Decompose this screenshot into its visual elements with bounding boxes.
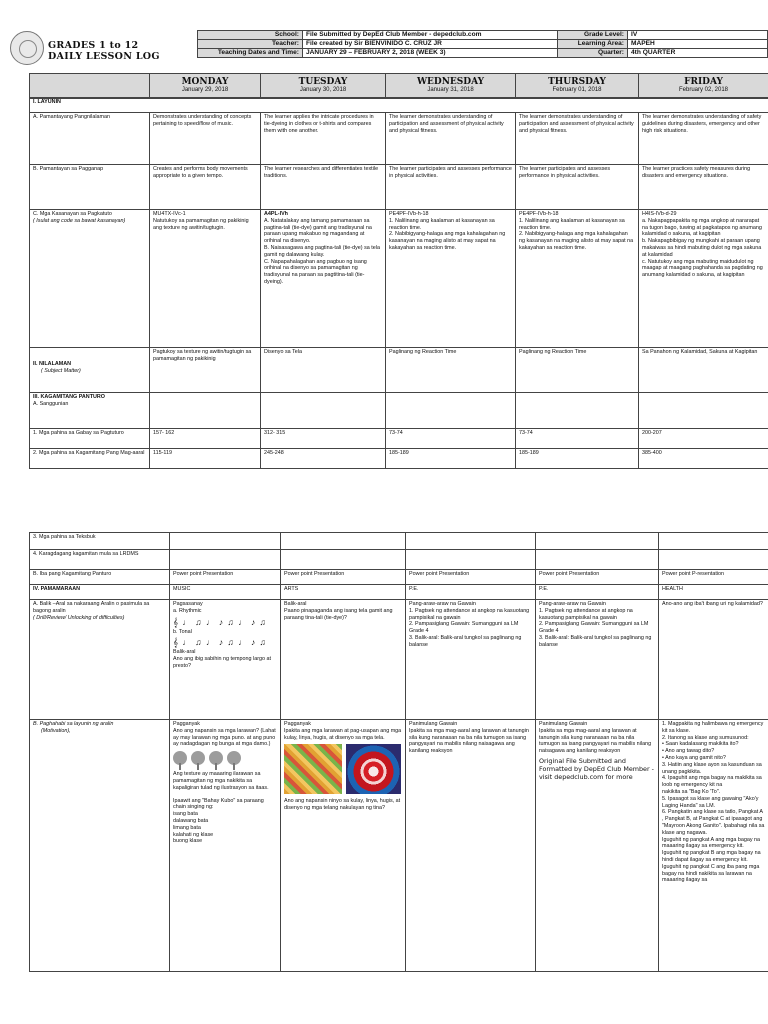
lesson-grid-part-2	[29, 532, 768, 972]
cell-wednesday: Power point Presentation	[406, 570, 536, 585]
code: MU4TX-IVc-1	[153, 211, 186, 217]
objective: 1. Nalilinang ang kaalaman at kasanayan sa reaction time.	[389, 217, 495, 231]
cell-tuesday	[261, 393, 386, 429]
day-date: January 30, 2018	[299, 87, 347, 93]
day-friday	[639, 74, 768, 99]
cell-monday: Power point Presentation	[170, 570, 281, 585]
objective: b. Nakapagbibigay ng mungkahi at paraan upang makaiwas sa hindi mabuting dulot ng mga sakuna at kalamidad	[642, 238, 762, 258]
brand-line-2: DAILY LESSON LOG	[48, 51, 160, 62]
sanggunian-label: A. Sanggunian	[33, 400, 69, 407]
day-monday	[150, 74, 261, 99]
activity: 3. Balik-aral: Balik-aral tungkol sa paglinang ng balanse	[539, 634, 652, 648]
cell-tuesday	[281, 600, 406, 720]
cell-tuesday: 245-248	[261, 449, 386, 469]
cell-friday: The learner practices safety measures during disasters and emergency situations.	[639, 165, 768, 210]
activity: 3. Balik-aral: Balik-aral tungkol sa paglinang ng balanse	[409, 634, 522, 648]
row-label: IV. PAMAMARAAN	[30, 585, 170, 600]
activity: 3. Hatiin ang klase ayon sa kasunduan sa unang pagkikita.	[662, 761, 762, 775]
tree-icon	[227, 751, 241, 765]
cell-tuesday	[281, 550, 406, 570]
list-item: • Ano ang tawag dito?	[662, 748, 715, 755]
cell-thursday: Power point Presentation	[536, 570, 659, 585]
day-wednesday	[386, 74, 516, 99]
cell-tuesday	[281, 720, 406, 972]
cell-thursday: 185-189	[516, 449, 639, 469]
activity: 5. Ipasagot sa klase ang gawaing "Ako'y Laging Handa" sa LM.	[662, 795, 759, 809]
cell-monday	[170, 720, 281, 972]
row-label	[30, 393, 150, 429]
cell-thursday	[516, 393, 639, 429]
activity: Panimulang Gawain	[409, 721, 458, 727]
list-item: • Ano kaya ang gamit nito?	[662, 754, 726, 761]
activity: Iguguhit ng pangkat C ang iba pang mga bagay na hindi nakikita sa larawan na maaaring ilagay sa	[662, 863, 760, 884]
day-date: January 31, 2018	[427, 87, 474, 93]
day-date: February 02, 2018	[678, 87, 729, 93]
activity: Pagganyak	[284, 721, 311, 727]
cell-wednesday	[386, 393, 516, 429]
row-label: 1. Mga pahina sa Gabay sa Pagtuturo	[30, 429, 150, 449]
area-value: MAPEH	[628, 40, 768, 49]
cell-tuesday: ARTS	[281, 585, 406, 600]
cell-wednesday: P.E.	[406, 585, 536, 600]
objective: B. Naisasagawa ang pagtina-tali (tie-dye) sa tela gamit ng dalawang kulay.	[264, 244, 380, 258]
objective: 2. Nabibigyang-halaga ang mga kahalagahan ng kasanayan na maging alisto at may sapat na kakayahan sa reaction time.	[389, 231, 506, 251]
quarter-label: Quarter:	[558, 49, 628, 58]
code: A4PL-IVh	[264, 211, 288, 217]
cell-friday	[639, 210, 768, 348]
cell-wednesday	[406, 600, 536, 720]
cell-tuesday: The learner applies the intricate procedures in tie-dyeing in clothes or t-shirts and compares them with one another.	[261, 113, 386, 165]
activity: 2. Pampasiglang Gawain: Sumangguni sa LM Grade 4	[409, 621, 519, 635]
cell-monday: Demonstrates understanding of concepts pertaining to speed/flow of music.	[150, 113, 261, 165]
cell-friday	[659, 550, 768, 570]
row-label: 3. Mga pahina sa Teksbuk	[30, 533, 170, 550]
list-item: dalawang bata	[173, 817, 209, 824]
area-label: Learning Area:	[558, 40, 628, 49]
depedclub-notice: Original File Submitted and Formatted by DepEd Club Member - visit depedclub.com for more	[539, 756, 654, 781]
activity: Ipakita sa mga mag-aaral ang larawan at tanungin sila kung naranasan na ba nila tumugon sa isang pangyayari na mabilis nilang naisagawa ang kanilang reaksyon	[409, 727, 529, 755]
layunin-label: I. LAYUNIN	[33, 99, 61, 105]
tree-illustrations	[173, 751, 277, 765]
objective: c. Natutukoy ang mga mabuting maidudulot ng maagap at maagang paghahanda sa pagdating ng anumang kalamidad o sakuna, at kagipitan	[642, 258, 763, 279]
school-label: School:	[198, 31, 303, 40]
paghahabi-note: (Motivation),	[41, 727, 71, 734]
cell-wednesday: 73-74	[386, 429, 516, 449]
day-tuesday	[261, 74, 386, 99]
row-label: A. Pamantayang Pangnilalaman	[30, 113, 150, 165]
fabric-images	[284, 744, 402, 794]
cell-friday: The learner demonstrates understanding of safety guidelines during disasters, emergency and other high risk situations.	[639, 113, 768, 165]
cell-friday: Power point P-resentation	[659, 570, 768, 585]
days-header	[29, 73, 768, 99]
music-notation-icon: 𝄞 ♩ ♫ ♩ ♪ ♫ ♩ ♪ ♫	[173, 616, 268, 627]
row-label: 4. Karagdagang kagamitan mula sa LRDMS	[30, 550, 170, 570]
cell-monday	[170, 600, 281, 720]
tree-icon	[209, 751, 223, 765]
activity: Balik-aral	[284, 601, 307, 607]
nilalaman-label: II. NILALAMAN	[33, 361, 72, 367]
cell-monday: Pagtukoy sa texture ng awitin/tugtugin sa pamamagitan ng pakikinig	[150, 348, 261, 393]
activity: Ano ang napansin sa mga larawan? (Lahat ay may larawan ng mga puno. at ang puno ay nadagdagan ng bunga at mga damo.)	[173, 727, 276, 748]
cell-monday	[170, 533, 281, 550]
cell-wednesday	[406, 720, 536, 972]
school-value: File Submitted by DepEd Club Member - depedclub.com	[303, 31, 558, 40]
cell-wednesday	[406, 533, 536, 550]
cell-friday: 385-400	[639, 449, 768, 469]
grade-value: IV	[628, 31, 768, 40]
cell-thursday	[536, 600, 659, 720]
activity: 6. Pangkatin ang klase sa tatlo, Pangkat A , Pangkat B, at Pangkat C at ipasagot ang "Mayroon Akong Ganito". Ipabahagi nila sa klase ang nagawa.	[662, 809, 765, 836]
cell-wednesday: The learner participates and assesses performance in physical activities.	[386, 165, 516, 210]
nilalaman-note: ( Subject Matter)	[41, 367, 81, 374]
list-item: isang bata	[173, 811, 198, 818]
activity: 1. Magpakita ng halimbawa ng emergency kit sa klase.	[662, 721, 764, 734]
balik-aral-label: A. Balik –Aral sa nakaraang Aralin o pasimula sa bagong aralin	[33, 601, 150, 614]
row-label	[30, 348, 150, 393]
activity: Ipakita sa mga mag-aaral ang larawan at tanungin sila kung naranasan na ba nila tumugon sa isang pangyayari na mabilis nilang naisagawa ang kanilang reaksyon	[539, 727, 652, 755]
list-item: buong klase	[173, 838, 203, 845]
activity: Paano pinapaganda ang isang tela gamit ang paraang tina-tali (tie-dye)?	[284, 607, 393, 621]
objective: a. Nakapagpapakita ng mga angkop at nararapat na tugon bago, tuwing at pagkatapos ng anumang kalamidad o sakuna, at kagipitan	[642, 217, 762, 238]
day-thursday	[516, 74, 639, 99]
objective: 1. Nalilinang ang kaalaman at kasanayan sa reaction time.	[519, 217, 625, 231]
activity: 4. Ipaguhit ang mga bagay na makikita sa loob ng emergency kit na	[662, 775, 762, 789]
objective: Natutukoy sa pamamagitan ng pakikinig ang texture ng awitin/tugtugin.	[153, 217, 249, 231]
days-header-blank	[30, 74, 150, 99]
tie-dye-fabric-image	[346, 744, 401, 794]
activity: Ipaawit ang "Bahay Kubo" sa paraang chain singing ng:	[173, 797, 264, 811]
activity: 1. Pagtsek ng attendance at angkop na kasuotang pampisikal na gawain	[539, 607, 633, 621]
cell-tuesday: Power point Presentation	[281, 570, 406, 585]
row-layunin	[30, 98, 768, 113]
activity: b. Tonal	[173, 628, 192, 635]
header-info-table	[197, 30, 768, 58]
day-date: January 29, 2018	[181, 87, 229, 93]
row-label: B. Pamantayan sa Pagganap	[30, 165, 150, 210]
cell-friday: Sa Panahon ng Kalamidad, Sakuna at Kagipitan	[639, 348, 768, 393]
cell-monday: MUSIC	[170, 585, 281, 600]
code: H4IS-IVb-d-29	[642, 211, 677, 217]
cell-tuesday	[261, 210, 386, 348]
activity: Pagganyak	[173, 721, 200, 727]
objective: 2. Nabibigyang-halaga ang mga kahalagahan ng kasanayan na maging alisto at may sapat na kakayahan sa reaction time.	[519, 231, 634, 251]
cell-wednesday: Paglinang ng Reaction Time	[386, 348, 516, 393]
cell-friday: HEALTH	[659, 585, 768, 600]
teacher-label: Teacher:	[198, 40, 303, 49]
list-item: limang bata	[173, 824, 201, 831]
cell-friday	[659, 720, 768, 972]
activity: Pang-araw-araw na Gawain	[539, 601, 606, 607]
cell-friday	[659, 600, 768, 720]
cell-monday: Creates and performs body movements appropriate to a given tempo.	[150, 165, 261, 210]
cell-thursday	[536, 720, 659, 972]
cell-monday	[150, 393, 261, 429]
activity: nakikita sa "Bag Ko 'To".	[662, 788, 721, 795]
cell-tuesday: 312- 315	[261, 429, 386, 449]
day-name: THURSDAY	[548, 77, 606, 87]
cell-thursday	[536, 550, 659, 570]
activity: a. Rhythmic	[173, 607, 202, 614]
tree-icon	[173, 751, 187, 765]
day-name: MONDAY	[181, 77, 229, 87]
tree-icon	[191, 751, 205, 765]
day-name: FRIDAY	[684, 77, 723, 87]
brand-title	[48, 40, 160, 62]
deped-seal-logo	[10, 31, 44, 65]
quarter-value: 4th QUARTER	[628, 49, 768, 58]
list-item: kalahati ng klase	[173, 831, 214, 838]
paghahabi-label: B. Paghahabi sa layunin ng aralin	[33, 721, 114, 727]
row-label	[30, 600, 170, 720]
cell-tuesday: Disenyo sa Tela	[261, 348, 386, 393]
kagamitan-label: III. KAGAMITANG PANTURO	[33, 394, 105, 400]
cell-monday	[150, 210, 261, 348]
cell-monday: 157- 162	[150, 429, 261, 449]
activity: Iguguhit ng pangkat B ang mga bagay na hindi dapat ilagay sa emergency kit.	[662, 850, 761, 863]
activity: Pagsasanay	[173, 601, 203, 607]
grade-label: Grade Level:	[558, 31, 628, 40]
music-notation-icon: 𝄞 ♩ ♫ ♩ ♪ ♫ ♩ ♪ ♫	[173, 637, 268, 648]
kasanayan-label: C. Mga Kasanayan sa Pagkatuto	[33, 211, 112, 217]
row-label: B. Iba pang Kagamitang Panturo	[30, 570, 170, 585]
activity: Panimulang Gawain	[539, 721, 588, 727]
cell-thursday: Paglinang ng Reaction Time	[516, 348, 639, 393]
cell-wednesday: 185-189	[386, 449, 516, 469]
cell-friday	[659, 533, 768, 550]
cell-wednesday	[386, 210, 516, 348]
activity: 1. Pagtsek ng attendance at angkop na kasuotang pampisikal na gawain	[409, 607, 530, 621]
activity: Ano-ano ang iba't ibang uri ng kalamidad?	[662, 601, 763, 607]
cell-friday: 200-207	[639, 429, 768, 449]
cell-friday	[639, 393, 768, 429]
balik-aral-note: ( Drill/Review/ Unlocking of difficulties)	[33, 614, 125, 621]
activity: Ano ang ibig sabihin ng tempong largo at presto?	[173, 656, 272, 669]
brand-line-1: GRADES 1 to 12	[48, 40, 139, 51]
lesson-grid-part-1	[29, 97, 768, 469]
teacher-value: File created by Sir BIENVINIDO C. CRUZ JR	[303, 40, 558, 49]
cell-thursday: P.E.	[536, 585, 659, 600]
tie-dye-fabric-image	[284, 744, 342, 794]
cell-thursday: The learner participates and assesses performance in physical activities.	[516, 165, 639, 210]
cell-wednesday	[406, 550, 536, 570]
objective: C. Napapahalagahan ang pagbuo ng isang orihinal na disenyo sa pamamagitan ng tradisyunal na paraan sa pagtitina-tali (tie-dyeing).	[264, 258, 367, 285]
row-label	[30, 720, 170, 972]
cell-thursday	[536, 533, 659, 550]
cell-wednesday: The learner demonstrates understanding of participation and assessment of physical activity and physical fitness.	[386, 113, 516, 165]
day-date: February 01, 2018	[552, 87, 602, 93]
activity: Pang-araw-araw na Gawain	[409, 601, 476, 607]
cell-tuesday: The learner researches and differentiates textile traditions.	[261, 165, 386, 210]
day-name: TUESDAY	[298, 77, 348, 87]
cell-monday	[170, 550, 281, 570]
activity: Balik-aral	[173, 649, 196, 656]
code: PE4PF-IVb-h-18	[389, 211, 429, 217]
cell-monday: 115-119	[150, 449, 261, 469]
code: PE4PF-IVb-h-18	[519, 211, 559, 217]
kasanayan-note: ( Isulat ang code sa bawat kasanayan)	[33, 217, 126, 224]
activity: 2. Itanong sa klase ang sumusunod:	[662, 734, 749, 741]
list-item: • Saan kadalasang makikita ito?	[662, 741, 739, 748]
day-name: WEDNESDAY	[416, 77, 485, 87]
row-label: 2. Mga pahina sa Kagamitang Pang Mag-aaral	[30, 449, 150, 469]
cell-thursday: The learner demonstrates understanding of participation and assessment of physical activity and physical fitness.	[516, 113, 639, 165]
dates-label: Teaching Dates and Time:	[198, 49, 303, 58]
activity: Ipakita ang mga larawan at pag-usapan ang mga kulay, linya, hugis, at disenyo sa mga tela.	[284, 727, 402, 741]
row-label	[30, 210, 150, 348]
dates-value: JANUARY 29 – FEBRUARY 2, 2018 (WEEK 3)	[303, 49, 558, 58]
cell-thursday	[516, 210, 639, 348]
cell-tuesday	[281, 533, 406, 550]
activity: Iguguhit ng pangkat A ang mga bagay na maaaring ilagay sa emergency kit.	[662, 836, 761, 850]
activity: 2. Pampasiglang Gawain: Sumangguni sa LM Grade 4	[539, 621, 649, 635]
cell-thursday: 73-74	[516, 429, 639, 449]
activity: Ano ang napansin ninyo sa kulay, linya, hugis, at disenyo ng mga telang nakulayan ng tina?	[284, 798, 401, 812]
activity: Ang texture ay maaaring ilarawan sa pamamagitan ng mga nakikita sa kapaligiran tulad ng ilustrasyon sa itaas.	[173, 771, 269, 791]
objective: A. Natatalakay ang tamang pamamaraan sa pagtina-tali (tie-dye) gamit ang tradisyunal na paraan upang makabuo ng magandang at orihinal na disenyo.	[264, 217, 372, 245]
